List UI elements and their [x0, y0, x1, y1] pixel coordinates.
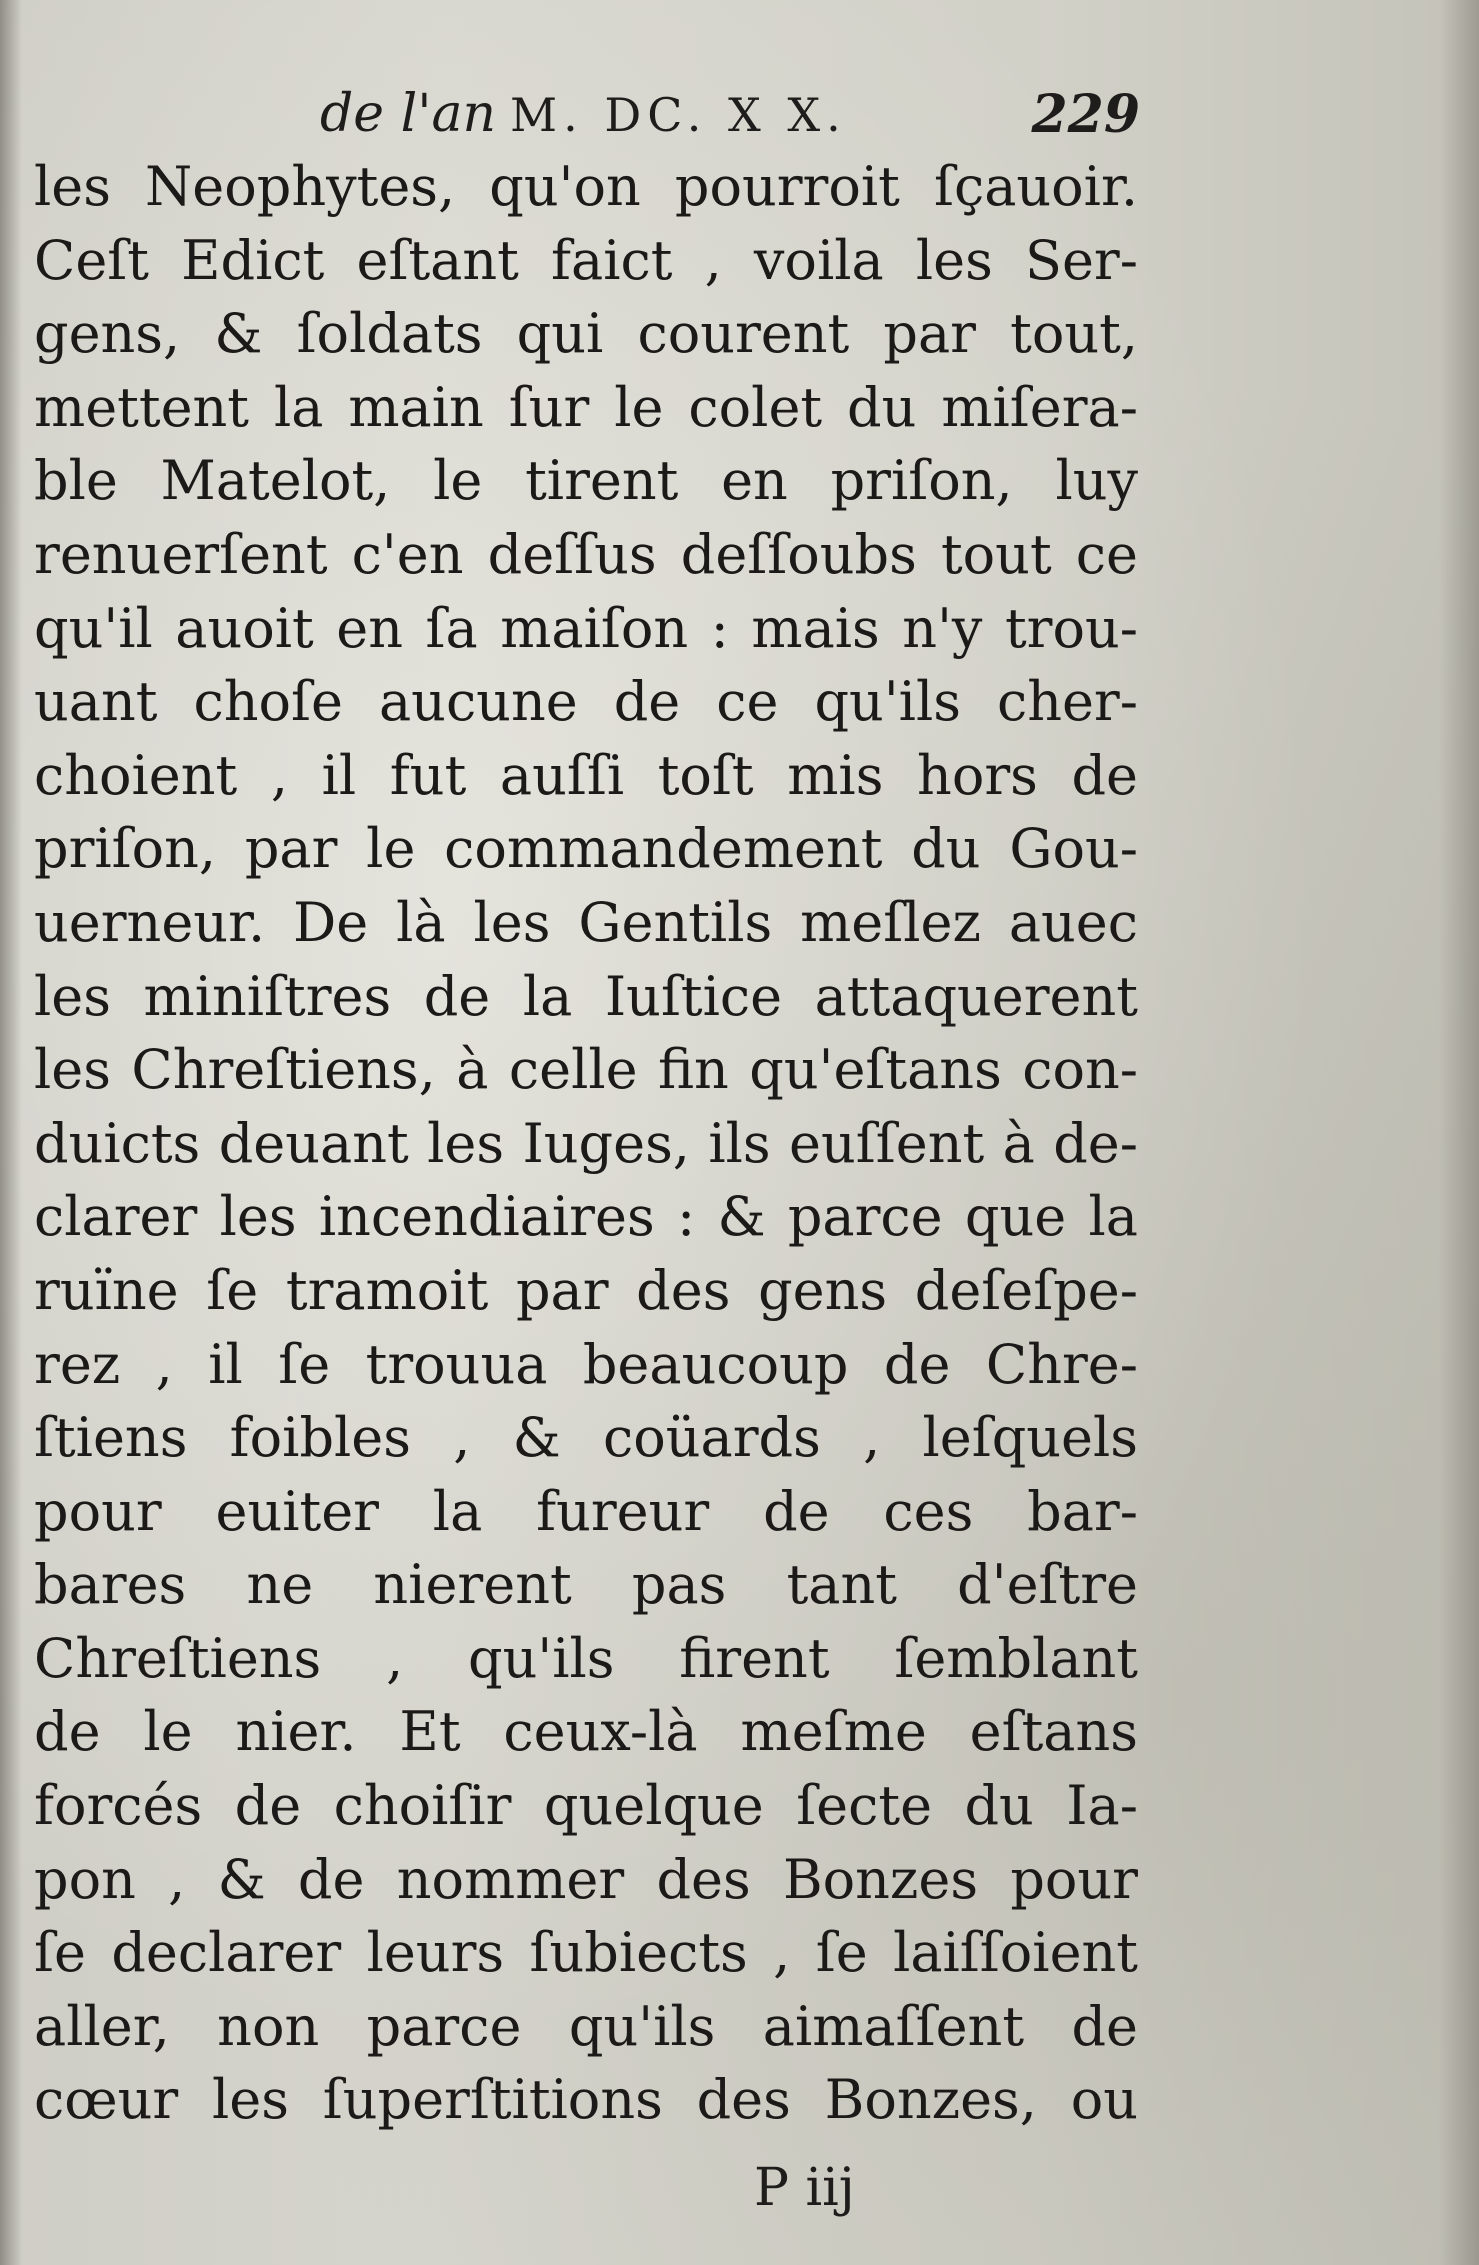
- signature-mark: P iij: [754, 2158, 855, 2218]
- text-line: choient , il fut auſſi toſt mis hors de: [34, 743, 1138, 807]
- text-line: Chreſtiens , qu'ils firent ſemblant: [34, 1626, 1138, 1690]
- text-line: ſtiens foibles , & coüards , leſquels: [34, 1406, 1138, 1470]
- running-head-year: M. DC. X X.: [510, 88, 847, 142]
- text-line: les Chreſtiens, à celle fin qu'eſtans con-: [34, 1038, 1138, 1102]
- body-text: [34, 150, 1138, 2137]
- text-line: pour euiter la fureur de ces bar-: [34, 1479, 1138, 1543]
- text-line: gens, & ſoldats qui courent par tout,: [34, 302, 1138, 366]
- page-shadow-right: [1439, 0, 1479, 2265]
- text-line: uant choſe aucune de ce qu'ils cher-: [34, 670, 1138, 734]
- text-line: Ceſt Edict eſtant faict , voila les Ser-: [34, 228, 1138, 292]
- running-head: [320, 84, 1140, 154]
- text-line: mettent la main ſur le colet du miſera-: [34, 375, 1138, 439]
- text-line: les Neophytes, qu'on pourroit ſçauoir.: [34, 155, 1138, 218]
- text-line: de le nier. Et ceux-là meſme eſtans: [34, 1700, 1138, 1764]
- page-number: 229: [1031, 84, 1140, 145]
- page-shadow-left: [0, 0, 22, 2265]
- text-line: priſon, par le commandement du Gou-: [34, 817, 1138, 881]
- text-line: aller, non parce qu'ils aimaſſent de: [34, 1994, 1138, 2058]
- text-line: forcés de choiſir quelque ſecte du Ia-: [34, 1774, 1138, 1838]
- text-line: ble Matelot, le tirent en priſon, luy: [34, 449, 1138, 513]
- text-line: pon , & de nommer des Bonzes pour: [34, 1847, 1138, 1911]
- text-line: les miniſtres de la Iuſtice attaquerent: [34, 964, 1138, 1028]
- text-line: duicts deuant les Iuges, ils euſſent à de-: [34, 1111, 1138, 1175]
- text-line: qu'il auoit en ſa maiſon : mais n'y trou-: [34, 596, 1138, 660]
- text-line: uerneur. De là les Gentils meſlez auec: [34, 890, 1138, 954]
- text-line: ruïne ſe tramoit par des gens deſeſpe-: [34, 1258, 1138, 1322]
- text-line: cœur les ſuperſtitions des Bonzes, ou: [34, 2068, 1138, 2132]
- text-line: ſe declarer leurs ſubiects , ſe laiſſoient: [34, 1921, 1138, 1985]
- text-line: clarer les incendiaires : & parce que la: [34, 1185, 1138, 1249]
- text-line: renuerſent c'en deſſus deſſoubs tout ce: [34, 522, 1138, 586]
- running-head-title: [320, 84, 847, 144]
- running-head-italic: de l'an: [320, 84, 497, 144]
- text-line: bares ne nierent pas tant d'eſtre: [34, 1553, 1138, 1617]
- text-line: rez , il ſe trouua beaucoup de Chre-: [34, 1332, 1138, 1396]
